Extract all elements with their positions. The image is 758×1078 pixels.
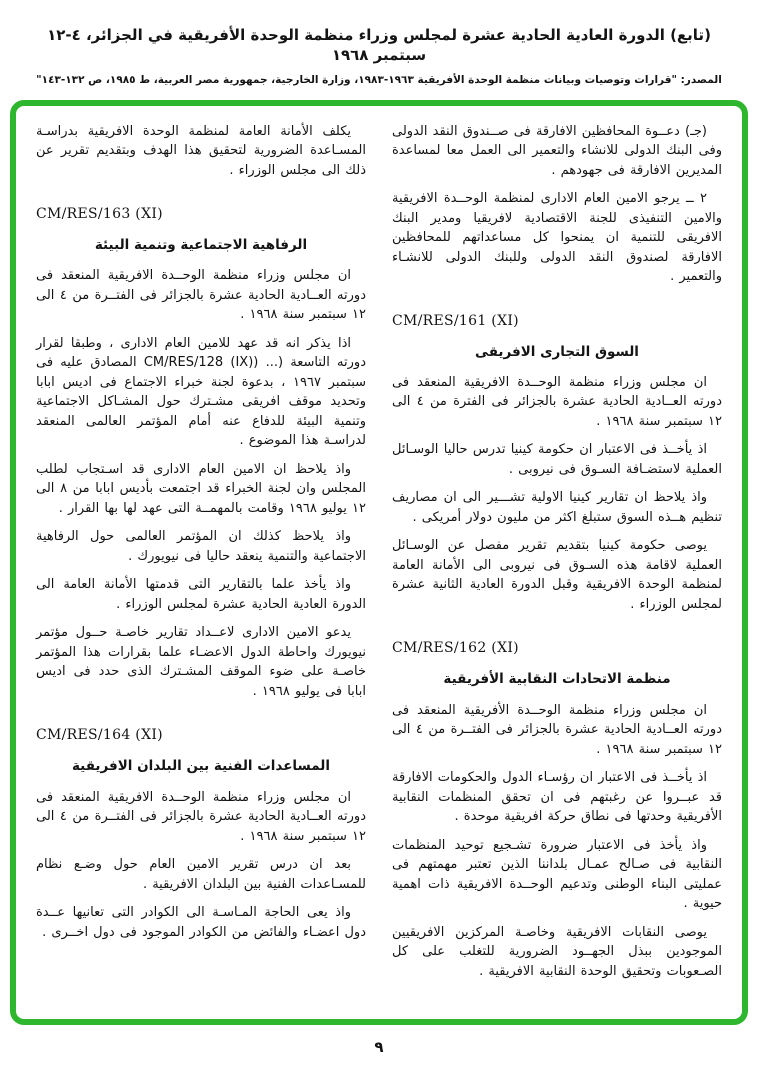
paragraph: واذ يأخذ فى الاعتبار ضرورة تشـجيع توحيد المنظمات النقابية فى صـالح عمـال بلداننا الذين تعتبر مهمتهم فى عمليتى البناء الوطنى وتدعيم الوحــدة الافريقية ذات اهمية حيوية .	[392, 837, 722, 912]
resolution-ref: CM/RES/164 (XI)	[36, 727, 163, 744]
paragraph: بعد ان درس تقرير الامين العام حول وضـع نظام للمسـاعدات الفنية بين البلدان الافريقية .	[36, 857, 366, 892]
paragraph: واذ يلاحظ ان تقارير كينيا الاولية تشـــير الى ان مصاريف تنظيم هــذه السوق ستبلغ اكثر من مليون دولار أمريكى .	[392, 490, 722, 525]
source-citation: المصدر: "قرارات وتوصيات وبيانات منظمة الوحدة الأفريقية ١٩٦٣-١٩٨٣، وزارة الخارجية، جمهورية مصر العربية، ط ١٩٨٥، ص ١٣٢-١٤٣"	[36, 74, 722, 86]
paragraph: يكلف الأمانة العامة لمنظمة الوحدة الافريقية بدراسـة المسـاعدة الضرورية لتحقيق هذا الهدف وبتقديم تقرير عن ذلك الى مجلس الوزراء .	[36, 123, 366, 178]
page-header	[0, 0, 758, 88]
paragraph: واذ يعى الحاجة المـاسـة الى الكوادر التى تعانيها عــدة دول اعضـاء والفائض من الكوادر الموجود فى دول اخــرى .	[36, 905, 366, 940]
section-heading: الرفاهية الاجتماعية وتنمية البيئة	[94, 237, 308, 254]
paragraph: اذ يأخــذ فى الاعتبار ان رؤسـاء الدول والحكومات الافارقة قد عبــروا عن رغبتهم فى ان تحقق المنظمات النقابية الأفريقية وحدتها فى نطاق حركة افريقية موحدة .	[391, 770, 722, 825]
page-number: ٩	[374, 1037, 384, 1056]
paragraph: ان مجلس وزراء منظمة الوحــدة الأفريقية المنعقد فى دورته العــادية الحادية عشرة بالجزائر فى الفتــرة من ٤ الى ١٢ سبتمبر سنة ١٩٦٨ .	[392, 702, 722, 757]
session-title: (تابع) الدورة العادية الحادية عشرة لمجلس وزراء منظمة الوحدة الأفريقية في الجزائر، ٤-١٢ سبتمبر ١٩٦٨	[47, 26, 711, 64]
resolution-ref: CM/RES/161 (XI)	[392, 312, 519, 329]
paragraph: ان مجلس وزراء منظمة الوحــدة الافريقية المنعقد فى دورته العــادية الحادية عشرة بالجزائر فى الفترة من ٤ الى ١٢ سبتمبر سنة ١٩٦٨ .	[392, 374, 722, 429]
paragraph: اذ يأخــذ فى الاعتبار ان حكومة كينيا تدرس حاليا الوسـائل العملية لاستضـافة السـوق فى نيروبى .	[392, 442, 722, 477]
paragraph: واذ يلاحظ ان الامين العام الادارى قد اسـتجاب لطلب المجلس وان لجنة الخبراء قد اجتمعت بأديس ابابا من ٨ الى ١٢ يوليو ١٩٦٨ وقامت بالمهمــة التى عهد لها بها القرار .	[36, 461, 366, 516]
section-heading: المساعدات الفنية بين البلدان الافريقية	[72, 758, 330, 775]
paragraph: يدعو الامين الادارى لاعــداد تقارير خاصـة حــول مؤتمر نيويورك واحاطة الدول الاعضـاء علما بقرارات هذا المؤتمر خاصـة على ضوء الموقف المشـترك الذى حدد فى اديس ابابا فى يوليو ١٩٦٨ .	[36, 625, 366, 699]
paragraph: اذا يذكر انه قد عهد للامين العام الادارى ، وطبقا لقرار دورته التاسعة (... (CM/RES/128 (IX) المصادق عليه فى سبتمبر ١٩٦٧ ، بدعوة لجنة خبراء الاجتماع فى اديس ابابا وتحديد موقف افريقى مشـترك حول المشـاكل الاجتماعية وتنمية البيئة للدفاع عنه أمام المؤتمر العالمى المنعقد لدراسـة هذا الموضوع .	[36, 335, 367, 449]
resolution-ref: CM/RES/163 (XI)	[36, 206, 163, 223]
resolution-ref: CM/RES/162 (XI)	[392, 640, 519, 657]
paragraph: ان مجلس وزراء منظمة الوحــدة الافريقية المنعقد فى دورته العــادية الحادية عشرة بالجزائر فى الفتــرة من ٤ الى ١٢ سبتمبر سنة ١٩٦٨ .	[36, 268, 366, 323]
paragraph: ٢ ــ يرجو الامين العام الادارى لمنظمة الوحــدة الافريقية والامين التنفيذى للجنة الاقتصادية لافريقيا ومدير البنك الافريقى للتنمية ان يمنحوا كل مساعداتهم للمحافظين الافارقة لصندوق النقد الدولى وللبنك الدولى للانشـاء والتعمير .	[392, 191, 722, 285]
paragraph: يوصى النقابات الافريقية وخاصـة المركزين الافريقيين الموجودين ببذل الجهــود الضرورية للتغلب على كل الصـعوبات وتحقيق الوحدة النقابية الافريقية .	[392, 924, 722, 979]
column-right	[392, 122, 722, 1009]
section-heading: السوق التجارى الافريقى	[475, 343, 639, 360]
paragraph: (جـ) دعــوة المحافظين الافارقة فى صــندوق النقد الدولى وفى البنك الدولى للانشاء والتعمير الى العمل معا لمساعدة المديرين الافارقة فى جهودهم .	[392, 123, 722, 178]
content-frame	[10, 100, 748, 1025]
section-heading: منظمة الاتحادات النقابية الأفريقية	[443, 671, 671, 688]
column-left	[36, 122, 366, 1009]
paragraph: ان مجلس وزراء منظمة الوحــدة الافريقية المنعقد فى دورته العــادية الحادية عشرة بالجزائر فى الفتــرة من ٤ الى ١٢ سبتمبر سنة ١٩٦٨ .	[36, 789, 366, 844]
paragraph: واذ يلاحظ كذلك ان المؤتمر العالمى حول الرفاهية الاجتماعية والتنمية ينعقد حاليا فى نيويورك .	[36, 529, 366, 564]
paragraph: يوصى حكومة كينيا بتقديم تقرير مفصل عن الوسـائل العملية لاقامة هذه السـوق فى نيروبى الى الأمانة العامة لمنظمة الوحدة الافريقية وقبل الدورة العادية الثانية عشرة لمجلس الوزراء .	[392, 538, 722, 612]
paragraph: واذ يأخذ علما بالتقارير التى قدمتها الأمانة العامة الى الدورة العادية الحادية عشرة لمجلس الوزراء .	[36, 577, 366, 612]
page-footer	[0, 1037, 758, 1056]
